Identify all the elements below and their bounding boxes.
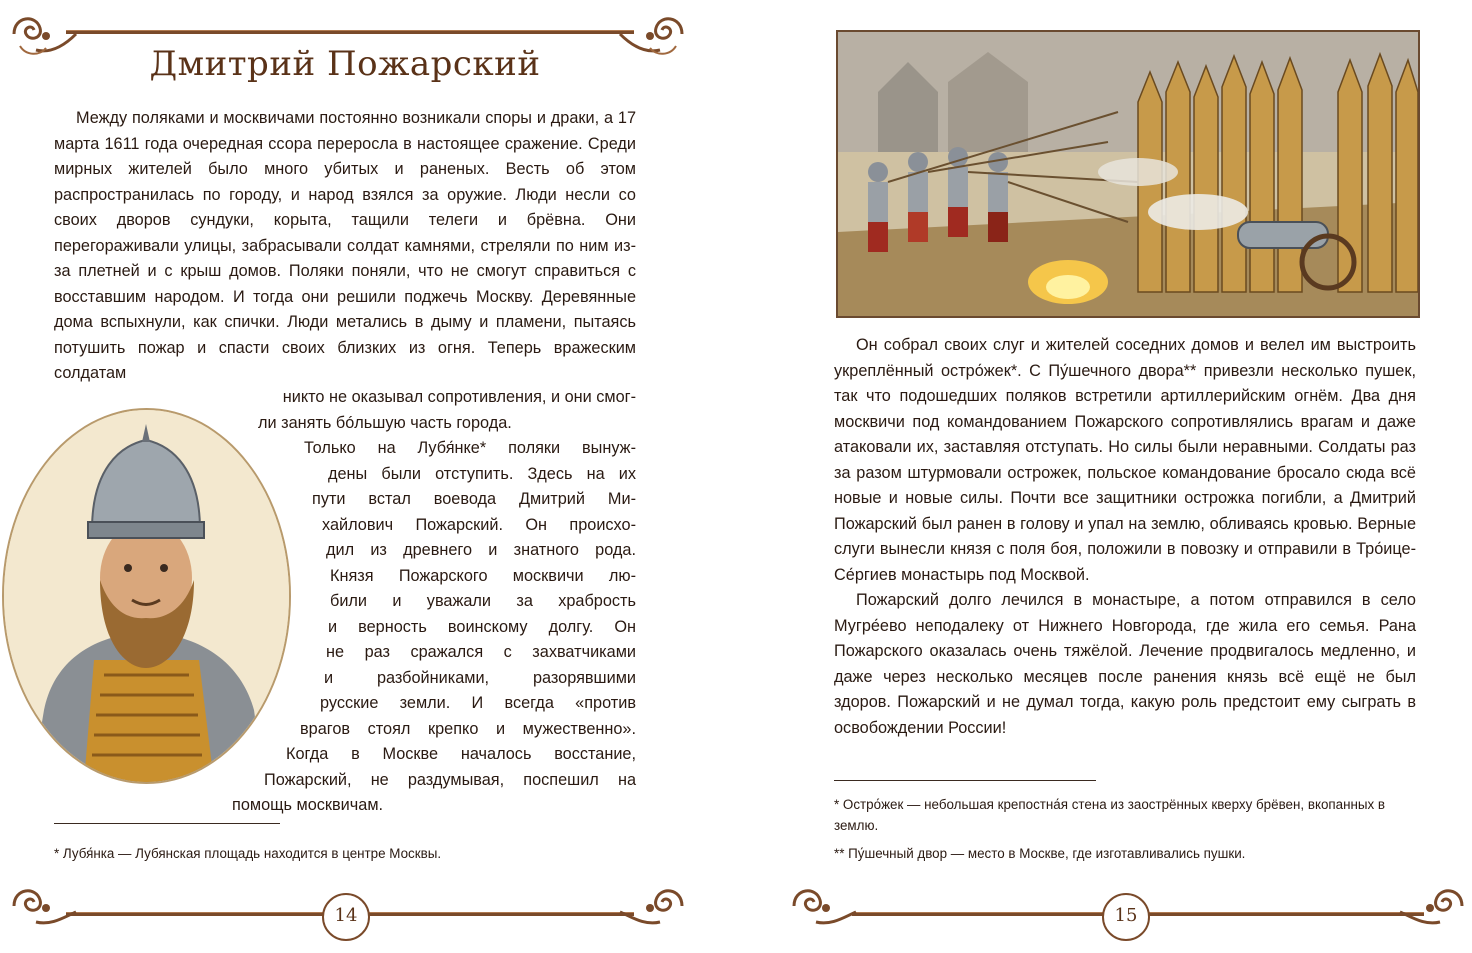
paragraph-text: Он собрал своих слуг и жителей соседних домов и велел им выстроить укреплённый остро́жек*. С Пу́шечного двора** привезли несколько пушек, так что подошедших поляков встретили артиллерийским огнём. Два дня москвичи под командованием Пожарского сопротивлялись врагам и даже атаковали их, заставляя отступать. Но силы были неравными. Солдаты раз за разом штурмовали острожек, польское командование бросало сюда всё новые и новые силы. Почти все защитники острожка погибли, а Дмитрий Пожарский был ранен в голову и упал на землю, обливаясь кровью. Верные слуги вынесли князя с поля боя, положили в повозку и отправили в Тро́ице-Се́ргиев монастырь под Москвой. — [834, 336, 1416, 584]
corner-flourish-icon — [616, 878, 690, 934]
battle-illustration — [836, 30, 1420, 318]
text-line: Князя Пожарского москвичи лю- — [330, 566, 636, 585]
text-line: дил из древнего и знатного рода. — [326, 541, 636, 559]
text-line: хайлович Пожарский. Он происхо- — [322, 515, 636, 534]
left-page — [0, 0, 700, 953]
body-paragraph — [834, 333, 1416, 741]
text-line: Только на Лубя́нке* поляки вынуж- — [304, 439, 636, 457]
text-line: никто не оказывал сопротивления, и они смог- — [282, 388, 636, 406]
body-paragraph — [54, 106, 636, 387]
text-line: пути встал воевода Дмитрий Ми- — [312, 490, 636, 508]
page-title: Дмитрий Пожарский — [149, 44, 541, 84]
text-line: дены были отступить. Здесь на их — [328, 464, 636, 483]
battle-scene-icon — [838, 32, 1418, 316]
corner-flourish-icon — [6, 878, 80, 934]
text-line: не раз сражался с захватчиками — [326, 643, 636, 661]
text-line: и разбойниками, разорявшими — [324, 668, 636, 687]
footnote: ** Пу́шечный двор — место в Москве, где изготавливались пушки. — [834, 846, 1246, 861]
text-line: помощь москвичам. — [232, 796, 384, 814]
page-number: 14 — [322, 893, 370, 941]
text-line: русские земли. И всегда «против — [320, 694, 636, 712]
text-line: ли занять бóльшую часть города. — [258, 413, 512, 432]
footnote-divider — [834, 780, 1096, 781]
text-line: Пожарский, не раздумывая, поспешил на — [264, 770, 636, 789]
page-number: 15 — [1102, 893, 1150, 941]
wrapped-paragraph — [232, 436, 636, 819]
top-border-rule-left — [66, 30, 634, 34]
footnote: * Лубя́нка — Лубянская площадь находится в центре Москвы. — [54, 846, 442, 861]
text-line: Когда в Москве началось восстание, — [286, 745, 636, 763]
text-line: били и уважали за храбрость — [330, 592, 636, 610]
paragraph-tail — [200, 385, 636, 436]
footnote-divider — [54, 823, 280, 824]
text-line: врагов стоял крепко и мужественно». — [300, 719, 636, 738]
corner-flourish-icon — [786, 878, 860, 934]
footnote: * Остро́жек — небольшая крепостна́я стена из заострённых кверху брёвен, вкопанных в землю. — [834, 797, 1386, 833]
text-line: и верность воинскому долгу. Он — [328, 617, 636, 636]
corner-flourish-icon — [1396, 878, 1470, 934]
paragraph-text: Между поляками и москвичами постоянно возникали споры и драки, а 17 марта 1611 года очередная ссора переросла в настоящее сражение. Среди мирных жителей было много убитых и раненых. Весть об этом распространилась по городу, и народ взялся за оружие. Люди несли со своих дворов сундуки, корыта, тащили телеги и брёвна. Они перегораживали улицы, забрасывали солдат камнями, стреляли по ним из-за плетней и с крыш домов. Поляки поняли, что не смогут справиться с восставшим народом. И тогда они решили поджечь Москву. Деревянные дома вспыхнули, как спички. Люди метались в дыму и пламени, пытаясь потушить пожар и спасти своих близких из огня. Теперь вражеским солдатам — [54, 109, 636, 382]
paragraph-text: Пожарский долго лечился в монастыре, а потом отправился в село Мугре́ево неподалеку от Нижнего Новгорода, где жила его семья. Рана Пожарского оказалась очень тяжёлой. Лечение продвигалось медленно, и даже через несколько месяцев после ранения князь всё ещё не был здоров. Пожарский и не думал тогда, какую роль предстоит ему сыграть в освобождении России! — [834, 591, 1416, 737]
